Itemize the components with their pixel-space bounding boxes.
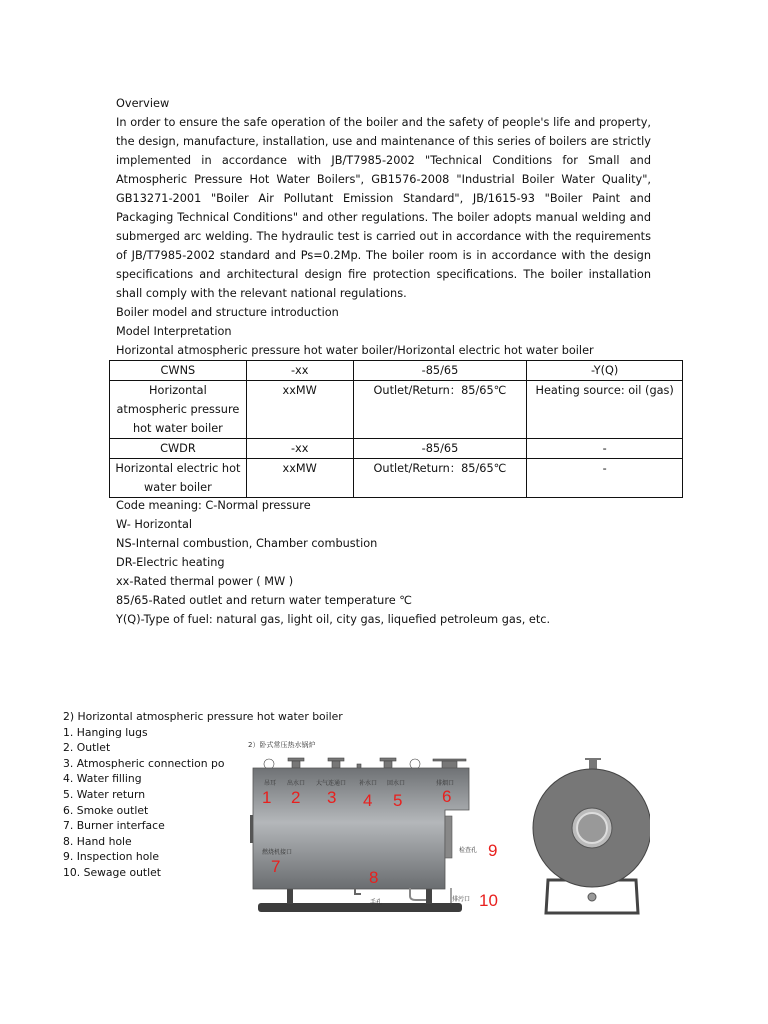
number-2: 2 <box>291 788 301 807</box>
table-cell: -85/65 <box>353 439 527 459</box>
table-row <box>110 459 683 498</box>
label-hanging-lugs: 吊耳 <box>264 780 277 787</box>
code-meaning-item: Code meaning: C-Normal pressure <box>116 499 311 512</box>
table-row <box>110 361 683 381</box>
table-caption: Horizontal atmospheric pressure hot water boiler/Horizontal electric hot water boiler <box>116 344 594 357</box>
parts-item: 5. Water return <box>63 787 146 801</box>
boiler-diagram <box>230 730 650 930</box>
parts-item: 7. Burner interface <box>63 819 165 833</box>
table-cell: -85/65 <box>353 361 527 381</box>
label-sewage: 排污口 <box>452 896 471 903</box>
code-meaning-item: DR-Electric heating <box>116 556 225 569</box>
code-meaning-item: Y(Q)-Type of fuel: natural gas, light oil, city gas, liquefied petroleum gas, etc. <box>116 613 551 626</box>
number-3: 3 <box>327 788 337 807</box>
table-cell: Outlet/Return：85/65℃ <box>353 381 527 439</box>
parts-item: 3. Atmospheric connection po <box>63 756 225 770</box>
parts-item: 1. Hanging lugs <box>63 725 148 739</box>
label-inspection: 检查孔 <box>459 847 478 854</box>
boiler-leg <box>426 888 432 904</box>
burner-interface <box>250 815 253 843</box>
table-row <box>110 439 683 459</box>
model-table <box>109 360 683 498</box>
number-10: 10 <box>479 891 498 910</box>
section-model-interpretation: Model Interpretation <box>116 325 232 338</box>
table-cell: CWNS <box>110 361 247 381</box>
table-cell: -Y(Q) <box>527 361 683 381</box>
label-smoke-outlet: 排烟口 <box>436 780 455 787</box>
table-cell: xxMW <box>246 381 353 439</box>
overview-text: In order to ensure the safe operation of the boiler and the safety of people's life and property, the design, manufacture, installation, use and maintenance of this series of boilers are strictly implemented in accordance with JB/T7985-2002 "Technical Conditions for Small and Atmospheric Pressure Hot Water Boilers", GB1576-2008 "Industrial Boiler Water Quality", GB13271-2001 "Boiler Air Pollutant Emission Standard", JB/1615-93 "Boiler Paint and Packaging Technical Conditions" and other regulations. The boiler adopts manual welding and submerged arc welding. The hydraulic test is carried out in accordance with the requirements of JB/T7985-2002 standard and Ps=0.2Mp. The boiler room is in accordance with the design specifications and architectural design fire protection specifications. The boiler installation shall comply with the relevant national regulations. <box>116 116 651 300</box>
boiler-base <box>258 903 462 912</box>
code-meaning-list <box>116 496 716 629</box>
number-1: 1 <box>262 788 272 807</box>
code-meaning-item: NS-Internal combustion, Chamber combustion <box>116 537 378 550</box>
code-meaning-item: 85/65-Rated outlet and return water temperature ℃ <box>116 594 412 607</box>
boiler-leg <box>287 888 293 904</box>
label-water-filling: 补水口 <box>359 780 378 787</box>
parts-item: 10. Sewage outlet <box>63 865 162 879</box>
number-9: 9 <box>488 841 498 860</box>
parts-item: 6. Smoke outlet <box>63 803 149 817</box>
table-cell: -xx <box>246 361 353 381</box>
table-cell: - <box>527 439 683 459</box>
figure-caption: 2）卧式常压热水锅炉 <box>248 741 316 749</box>
label-burner: 燃烧机接口 <box>262 849 293 856</box>
code-meaning-item: W- Horizontal <box>116 518 193 531</box>
overview-heading: Overview <box>116 97 170 110</box>
number-7: 7 <box>271 857 281 876</box>
table-cell: Horizontal electric hot water boiler <box>110 459 247 498</box>
number-4: 4 <box>363 791 373 810</box>
label-outlet: 出水口 <box>287 780 306 787</box>
parts-item: 8. Hand hole <box>63 834 132 848</box>
overview-paragraph <box>116 113 651 303</box>
number-8: 8 <box>369 868 379 887</box>
label-water-return: 回水口 <box>387 780 406 787</box>
label-atmospheric: 大气连通口 <box>316 780 347 787</box>
table-cell: Heating source: oil (gas) <box>527 381 683 439</box>
label-hand-hole: 手孔 <box>370 899 383 906</box>
parts-title: 2) Horizontal atmospheric pressure hot water boiler <box>63 710 343 723</box>
boiler-end-view <box>533 758 650 913</box>
parts-item: 4. Water filling <box>63 772 142 786</box>
inspection-hole <box>445 816 452 858</box>
parts-item: 9. Inspection hole <box>63 850 160 864</box>
table-cell: CWDR <box>110 439 247 459</box>
number-6: 6 <box>442 787 452 806</box>
code-meaning-item: xx-Rated thermal power ( MW ) <box>116 575 294 588</box>
parts-item: 2. Outlet <box>63 741 111 755</box>
table-row <box>110 381 683 439</box>
table-cell: -xx <box>246 439 353 459</box>
table-cell: Horizontal atmospheric pressure hot water boiler <box>110 381 247 439</box>
number-5: 5 <box>393 791 403 810</box>
section-boiler-model: Boiler model and structure introduction <box>116 306 339 319</box>
table-cell: Outlet/Return：85/65℃ <box>353 459 527 498</box>
table-cell: - <box>527 459 683 498</box>
top-fittings <box>264 758 466 769</box>
table-cell: xxMW <box>246 459 353 498</box>
